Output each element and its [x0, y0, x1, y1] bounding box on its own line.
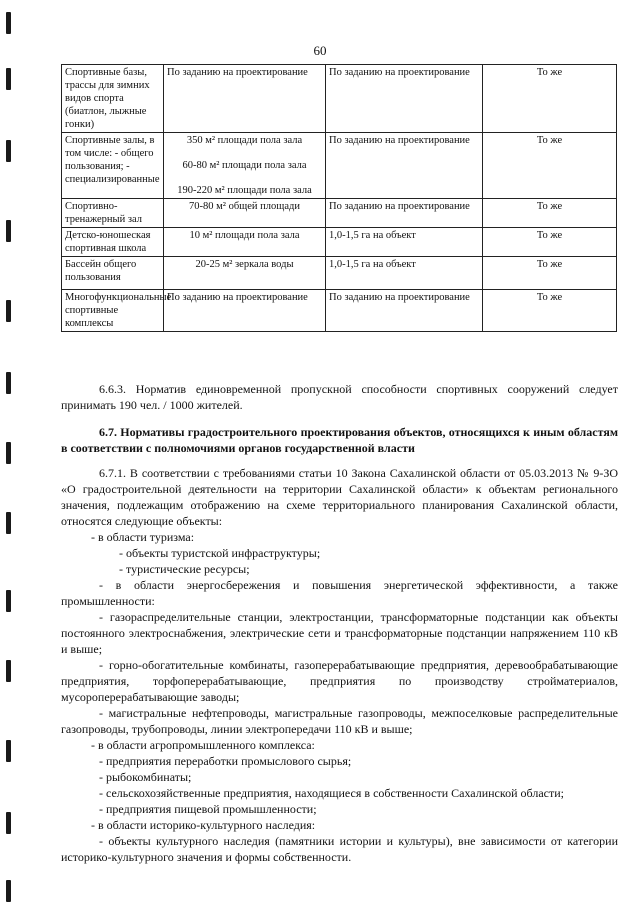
list-item: - газораспределительные станции, электростанции, трансформаторные подстанции как объекты постоянного электроснабжения, электрические сети и трансформаторные подстанции напряжением 110 кВ и выше; [61, 610, 618, 656]
binding-mark [6, 12, 11, 34]
table-cell: По заданию на проектирование [326, 290, 483, 332]
list-item: - в области агропромышленного комплекса: [91, 738, 315, 752]
list-item: - в области историко-культурного наследия: [91, 818, 316, 832]
section-heading-block [61, 424, 618, 456]
table-cell: Многофункциональные спортивные комплексы [62, 290, 164, 332]
binding-mark [6, 660, 11, 682]
binding-marks [6, 0, 12, 905]
table-row [62, 290, 617, 332]
norm-line: 60-80 м² площади пола зала [182, 160, 307, 171]
table-cell: По заданию на проектирование [326, 133, 483, 199]
binding-mark [6, 220, 11, 242]
list-item: - рыбокомбинаты; [99, 770, 192, 784]
body-text [61, 465, 618, 865]
list-item: - сельскохозяйственные предприятия, находящиеся в собственности Сахалинской области; [99, 786, 564, 800]
paragraph-6-6-3: 6.6.3. Норматив единовременной пропускной способности спортивных сооружений следует принимать 190 чел. / 1000 жителей. [61, 382, 618, 412]
binding-mark [6, 512, 11, 534]
table-cell: То же [483, 290, 617, 332]
table-cell: 10 м² площади пола зала [164, 228, 326, 257]
table-row [62, 228, 617, 257]
binding-mark [6, 300, 11, 322]
paragraph-6-7-1: 6.7.1. В соответствии с требованиями статьи 10 Закона Сахалинской области от 05.03.2013 № 9-ЗО «О градостроительной деятельности на территории Сахалинской области» к объектам регионального значения, подлежащим отображению на схеме территориального планирования Сахалинской области, относятся следующие объекты: [61, 466, 618, 528]
table-cell: По заданию на проектирование [326, 65, 483, 133]
list-item: - горно-обогатительные комбинаты, газоперерабатывающие предприятия, деревообрабатывающие предприятия, торфоперерабатывающие, предприятия по производству стройматериалов, мусороперерабатывающие заводы; [61, 658, 618, 704]
table-row [62, 65, 617, 133]
table-cell: По заданию на проектирование [326, 199, 483, 228]
table-cell: Спортивные базы, трассы для зимних видов спорта (биатлон, лыжные гонки) [62, 65, 164, 133]
body-text [61, 381, 618, 413]
table-cell: То же [483, 228, 617, 257]
binding-mark [6, 880, 11, 902]
list-item: - в области туризма: [91, 530, 195, 544]
table-row [62, 133, 617, 199]
list-item: - в области энергосбережения и повышения энергетической эффективности, а также промышленности: [61, 578, 618, 608]
list-item: - предприятия пищевой промышленности; [99, 802, 317, 816]
table-cell: То же [483, 257, 617, 290]
table-cell: По заданию на проектирование [164, 290, 326, 332]
table-cell [164, 133, 326, 199]
binding-mark [6, 68, 11, 90]
section-heading: 6.7. Нормативы градостроительного проектирования объектов, относящихся к иным областям в соответствии с полномочиями органов государственной власти [61, 425, 618, 455]
binding-mark [6, 740, 11, 762]
list-item: - туристические ресурсы; [119, 562, 250, 576]
table-cell: По заданию на проектирование [164, 65, 326, 133]
binding-mark [6, 442, 11, 464]
table-cell: Спортивно-тренажерный зал [62, 199, 164, 228]
table-cell: 20-25 м² зеркала воды [164, 257, 326, 290]
table-cell: То же [483, 199, 617, 228]
table-cell: 70-80 м² общей площади [164, 199, 326, 228]
list-item: - объекты культурного наследия (памятники истории и культуры), вне зависимости от категории историко-культурного значения и формы собственности. [61, 834, 618, 864]
table-cell: 1,0-1,5 га на объект [326, 228, 483, 257]
table-cell: Детско-юношеская спортивная школа [62, 228, 164, 257]
binding-mark [6, 812, 11, 834]
sports-facilities-table [61, 64, 617, 332]
norm-line: 350 м² площади пола зала [186, 135, 303, 146]
list-item: - предприятия переработки промыслового сырья; [99, 754, 352, 768]
binding-mark [6, 372, 11, 394]
binding-mark [6, 140, 11, 162]
table-cell: 1,0-1,5 га на объект [326, 257, 483, 290]
table-cell: Бассейн общего пользования [62, 257, 164, 290]
list-item: - объекты туристской инфраструктуры; [119, 546, 321, 560]
table-cell: То же [483, 133, 617, 199]
table-row [62, 199, 617, 228]
table-row [62, 257, 617, 290]
table-cell: То же [483, 65, 617, 133]
norm-line: 190-220 м² площади пола зала [177, 185, 312, 196]
list-item: - магистральные нефтепроводы, магистральные газопроводы, межпоселковые распределительные газопроводы, трубопроводы, линии электропередачи 110 кВ и выше; [61, 706, 618, 736]
binding-mark [6, 590, 11, 612]
page-number: 60 [313, 43, 327, 58]
table-cell: Спортивные залы, в том числе: - общего пользования; - специализированные [62, 133, 164, 199]
